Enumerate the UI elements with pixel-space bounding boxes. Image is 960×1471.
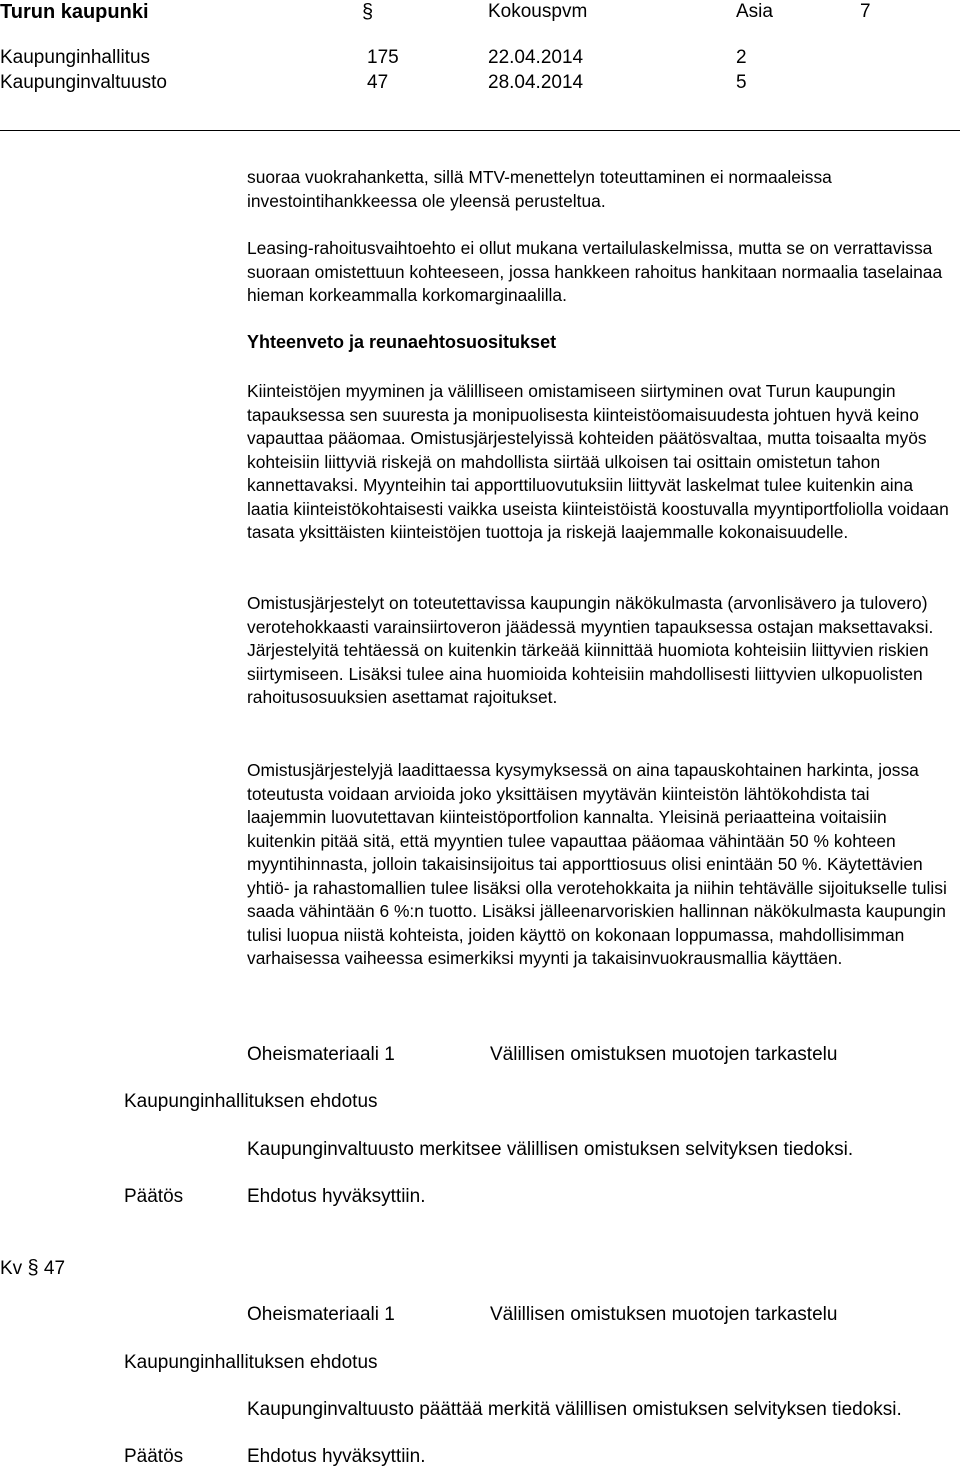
header-item-1: 2 [736,47,747,68]
kh-proposal-label: Kaupunginhallituksen ehdotus [124,1091,378,1112]
header-divider [0,130,960,131]
kv-decision-text: Ehdotus hyväksyttiin. [247,1446,426,1467]
paragraph-text: Leasing-rahoitusvaihtoehto ei ollut mukana vertailulaskelmissa, mutta se on verrattavissa suoraan omistettuun kohteeseen, jossa hankkeen rahoitus hankitaan normaalia taselainaa hieman korkeammalla korkomarginaalilla. [247,238,943,305]
section-heading: Yhteenveto ja reunaehtosuositukset [247,332,557,352]
header-date-1: 22.04.2014 [488,47,584,68]
paragraph-1 [247,166,952,213]
item-label: Asia [736,1,773,22]
kv-decision-label: Päätös [124,1446,184,1467]
paragraph-2 [247,237,952,308]
header-section-1: 175 [367,47,399,68]
meeting-date-label: Kokouspvm [488,1,588,22]
paragraph-text: Kiinteistöjen myyminen ja välilliseen omistamiseen siirtyminen ovat Turun kaupungin tapauksessa sen suuresta ja monipuolisesta kiinteistöomaisuudesta johtuen hyvä keino vapauttaa pääomaa. Omistusjärjestelyissä kohteiden päätösvaltaa, mutta toisaalta myös kohteisiin liittyviä riskejä on mahdollista siirtää ulkoisen tai osittain omistetun tahon kannettavaksi. Myynteihin tai apporttiluovutuksiin liittyvät laskelmat tulee kuitenkin aina laatia kiinteistökohtaisesti vaikka useista kiinteistöistä koostuvalla myyntiportfoliolla voidaan tasata yksittäisten kiinteistöjen tuottoja ja riskejä laajemmalle kokonaisuudelle. [247,381,949,542]
kv-section-ref [0,1256,65,1281]
kh-decision-text: Ehdotus hyväksyttiin. [247,1186,426,1207]
kv-section-symbol: § [27,1257,39,1279]
kv-proposal-label: Kaupunginhallituksen ehdotus [124,1352,378,1373]
kv-attachment-title: Välillisen omistuksen muotojen tarkastelu [490,1304,838,1325]
paragraph-text: Omistusjärjestelyjä laadittaessa kysymyksessä on aina tapauskohtainen harkinta, jossa toteutusta voidaan arvioida joko yksittäisen myytävän kiinteistön lähtökohdista tai laajemmin luovutettavan kiinteistöportfolion kannalta. Yleisinä periaatteina voitaisiin kuitenkin pitää sitä, että myyntien tulee vapauttaa pääomaa vähintään 50 % kohteen myyntihinnasta, jolloin takaisinsijoitus tai apporttiosuus olisi enintään 50 %. Käytettävien yhtiö- ja rahastomallien tulee lisäksi olla verotehokkaita ja niihin tehtävälle sijoitukselle tulisi saada vähintään 6 %:n tuotto. Lisäksi jälleenarvoriskien hallinnan näkökulmasta kaupungin tulisi luopua niistä kohteista, joiden käyttö on kokonaan loppumassa, mahdollisimman varhaisessa vaiheessa esimerkiksi myynti ja takaisinvuokrausmallia käyttäen. [247,760,947,968]
paragraph-text: suoraa vuokrahanketta, sillä MTV-menettelyn toteuttaminen ei normaaleissa investointihankkeessa ole yleensä perusteltua. [247,167,832,211]
paragraph-3 [247,380,952,545]
header-body-1: Kaupunginhallitus [0,47,151,68]
organization-name: Turun kaupunki [0,1,149,23]
kv-number: 47 [43,1258,66,1279]
kh-decision-label: Päätös [124,1186,184,1207]
header-section-2: 47 [367,72,389,93]
kv-proposal-text: Kaupunginvaltuusto päättää merkitä välillisen omistuksen selvityksen tiedoksi. [247,1399,902,1420]
kv-attachment-label: Oheismateriaali 1 [247,1304,395,1325]
header-body-2: Kaupunginvaltuusto [0,72,167,93]
page-number: 7 [860,1,871,22]
paragraph-5 [247,759,952,971]
paragraph-text: Omistusjärjestelyt on toteutettavissa kaupungin näkökulmasta (arvonlisävero ja tulovero) verotehokkaasti varainsiirtoveron jäädessä myyntien tapauksessa ostajan maksettavaksi. Järjestelyitä tehtäessä on kuitenkin tärkeää kiinnittää huomiota kohteisiin liittyvien riskien siirtymiseen. Lisäksi tulee aina huomioida kohteisiin mahdollisesti liittyvien ulkopuolisten rahoitusosuuksien asettamat rajoitukset. [247,593,934,707]
kh-attachment-title: Välillisen omistuksen muotojen tarkastelu [490,1044,838,1065]
kh-attachment-label: Oheismateriaali 1 [247,1044,395,1065]
section-symbol: § [362,1,374,23]
paragraph-4 [247,592,952,710]
header-date-2: 28.04.2014 [488,72,584,93]
header-item-2: 5 [736,72,747,93]
kv-prefix: Kv [0,1258,23,1279]
kh-proposal-text: Kaupunginvaltuusto merkitsee välillisen omistuksen selvityksen tiedoksi. [247,1139,854,1160]
